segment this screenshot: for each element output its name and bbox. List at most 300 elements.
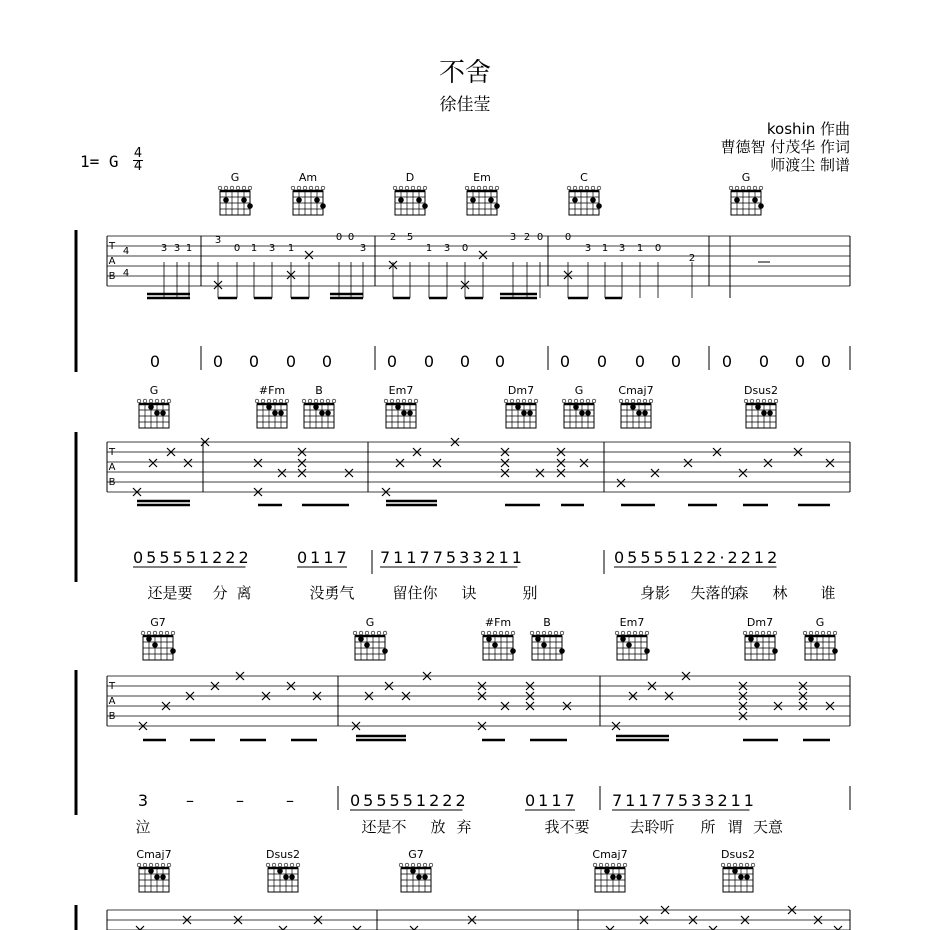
open-string-mark [399,186,403,190]
open-string-mark [396,399,400,403]
open-string-mark [562,399,566,403]
open-string-mark [153,631,157,635]
tab-letter-t: T [108,241,116,252]
finger-dot [422,203,428,209]
open-string-mark [617,863,621,867]
finger-dot [470,197,476,203]
jianpu-note: 0 [794,352,806,371]
chord-diagram-Cmaj7 [618,384,653,428]
open-string-mark [534,399,538,403]
open-string-mark [272,863,276,867]
open-string-mark [611,863,615,867]
open-string-mark [510,399,514,403]
open-string-mark [821,631,825,635]
finger-dot [761,410,767,416]
open-string-mark [721,863,725,867]
key-label: 1= G [80,152,119,171]
finger-dot [748,636,754,642]
open-string-mark [528,399,532,403]
jianpu-note: 0 [321,352,333,371]
open-string-mark [399,863,403,867]
finger-dot [590,197,596,203]
jianpu-group: 055551222 [350,791,469,810]
open-string-mark [417,186,421,190]
open-string-mark [815,631,819,635]
finger-dot [758,203,764,209]
note-x [606,926,614,930]
open-string-mark [530,631,534,635]
open-string-mark [511,631,515,635]
open-string-mark [423,186,427,190]
open-string-mark [353,631,357,635]
time-top: 4 [133,146,143,161]
finger-dot [416,197,422,203]
open-string-mark [285,399,289,403]
tab-number: 0 [233,243,241,254]
tab-number: 0 [347,232,355,243]
lyric: 所 [700,818,716,836]
finger-dot [266,404,272,410]
open-string-mark [248,186,252,190]
finger-dot [148,404,154,410]
open-string-mark [155,863,159,867]
tab-number: 3 [359,243,367,254]
finger-dot [382,648,388,654]
finger-dot [289,874,295,880]
song-title: 不舍 [438,58,491,88]
chord-diagram-Dsus2 [266,848,300,892]
jianpu-note: 0 [248,352,260,371]
lyric: 天意 [752,818,784,836]
finger-dot [241,197,247,203]
open-string-mark [592,399,596,403]
finger-dot [325,410,331,416]
open-string-mark [411,863,415,867]
open-string-mark [423,863,427,867]
open-string-mark [633,631,637,635]
open-string-mark [477,186,481,190]
finger-dot [814,642,820,648]
open-string-mark [747,186,751,190]
finger-dot [596,203,602,209]
note-x [709,926,717,930]
open-string-mark [597,186,601,190]
open-string-mark [278,863,282,867]
lyric: 还是要 [147,584,193,602]
time-4: 4 [122,246,130,257]
finger-dot [521,410,527,416]
lyric: 还是不 [361,818,407,836]
open-string-mark [481,631,485,635]
open-string-mark [615,631,619,635]
open-string-mark [593,863,597,867]
open-string-mark [637,399,641,403]
jianpu-note: 0 [285,352,297,371]
open-string-mark [236,186,240,190]
chord-name: B [315,384,323,397]
jianpu-note: 0 [212,352,224,371]
open-string-mark [471,186,475,190]
jianpu-dash: – [286,791,294,810]
open-string-mark [621,631,625,635]
finger-dot [283,874,289,880]
chord-diagram-Em [465,171,500,215]
finger-dot [573,404,579,410]
open-string-mark [761,631,765,635]
open-string-mark [141,631,145,635]
open-string-mark [627,631,631,635]
lyric: 谓 [727,818,743,836]
open-string-mark [171,631,175,635]
note-x [278,469,286,477]
tab-number: 2 [688,253,696,264]
finger-dot [559,648,565,654]
open-string-mark [586,399,590,403]
open-string-mark [255,399,259,403]
open-string-mark [751,863,755,867]
tab-number: 3 [443,243,451,254]
tab-number: 3 [214,235,222,246]
chord-diagram-G [218,171,253,215]
finger-dot [146,636,152,642]
chord-name: G7 [150,616,166,629]
chord-name: Dsus2 [744,384,778,397]
open-string-mark [326,399,330,403]
chord-diagram-G [562,384,596,428]
tab-letter-t: T [108,447,116,458]
jianpu-note: 0 [559,352,571,371]
finger-dot [616,874,622,880]
jianpu-note: 0 [386,352,398,371]
chord-diagram-G7 [141,616,176,660]
tab-number: 1 [287,243,295,254]
chord-name: G [574,384,584,397]
finger-dot [732,868,738,874]
finger-dot [277,868,283,874]
chord-diagram-Cmaj7 [592,848,627,892]
finger-dot [772,648,778,654]
finger-dot [636,410,642,416]
tab-number: 3 [268,243,276,254]
open-string-mark [574,399,578,403]
open-string-mark [242,186,246,190]
finger-dot [223,197,229,203]
note-x [826,459,834,467]
finger-dot [510,648,516,654]
open-string-mark [827,631,831,635]
chord-diagram-Dm7 [504,384,538,428]
open-string-mark [320,399,324,403]
note-x [353,926,361,930]
open-string-mark [599,863,603,867]
finger-dot [492,642,498,648]
finger-dot [754,642,760,648]
note-x [580,459,588,467]
open-string-mark [753,186,757,190]
finger-dot [154,874,160,880]
open-string-mark [568,399,572,403]
finger-dot [738,874,744,880]
open-string-mark [290,863,294,867]
chord-diagram-Em7 [384,384,418,428]
note-x [501,459,509,467]
finger-dot [398,197,404,203]
chord-diagram-G [137,384,171,428]
jianpu-note: 0 [423,352,435,371]
open-string-mark [505,631,509,635]
finger-dot [320,203,326,209]
finger-dot [620,636,626,642]
chord-name: Am [298,171,318,184]
song-artist: 徐佳莹 [439,95,491,115]
open-string-mark [291,186,295,190]
open-string-mark [405,863,409,867]
finger-dot [486,636,492,642]
jianpu-note: 0 [820,352,832,371]
credit-transcriber: 师渡尘 制谱 [770,156,850,174]
note-x [617,479,625,487]
finger-dot [416,874,422,880]
note-x [834,926,842,930]
open-string-mark [762,399,766,403]
finger-dot [604,868,610,874]
note-x [136,926,144,930]
note-x [764,459,772,467]
chord-name: Em [473,171,491,184]
open-string-mark [359,631,363,635]
open-string-mark [390,399,394,403]
open-string-mark [332,399,336,403]
finger-dot [755,404,761,410]
open-string-mark [143,399,147,403]
open-string-mark [408,399,412,403]
chord-name: G [149,384,159,397]
open-string-mark [741,186,745,190]
open-string-mark [147,631,151,635]
chord-name: Em7 [619,616,645,629]
open-string-mark [267,399,271,403]
tab-number: 3 [173,243,181,254]
open-string-mark [631,399,635,403]
open-string-mark [261,399,265,403]
jianpu-note: 0 [670,352,682,371]
finger-dot [278,410,284,416]
lyric: 失落的 [690,584,736,602]
tab-number: 0 [536,232,544,243]
open-string-mark [774,399,778,403]
chord-diagram-sharp-Fm [255,384,289,428]
open-string-mark [580,399,584,403]
lyric: 离 [236,584,252,602]
chord-diagram-G [353,616,388,660]
open-string-mark [487,631,491,635]
tab-number: 3 [160,243,168,254]
chord-diagram-Am [291,171,326,215]
chord-diagram-D [393,171,428,215]
finger-dot [401,410,407,416]
finger-dot [832,648,838,654]
open-string-mark [759,186,763,190]
lyric: 谁 [820,584,836,602]
lyric: 别 [522,584,538,602]
open-string-mark [625,399,629,403]
finger-dot [572,197,578,203]
finger-dot [154,410,160,416]
open-string-mark [161,399,165,403]
open-string-mark [554,631,558,635]
jianpu-group: 71177533211 [612,791,757,810]
finger-dot [767,410,773,416]
chord-diagram-B [302,384,336,428]
chord-name: #Fm [484,616,512,629]
open-string-mark [315,186,319,190]
tab-number: 0 [564,232,572,243]
finger-dot [626,642,632,648]
credit-lyricist: 曹德智 付茂华 作词 [720,138,850,156]
lyric: 我不要 [544,818,590,836]
open-string-mark [284,863,288,867]
lyric: 留住你 [392,584,438,602]
open-string-mark [522,399,526,403]
note-x [345,469,353,477]
finger-dot [296,197,302,203]
open-string-mark [727,863,731,867]
jianpu-group: 055551222 [133,548,252,567]
note-x [651,469,659,477]
tab-number: 1 [185,243,193,254]
chord-name: Dm7 [507,384,535,397]
note-x [739,469,747,477]
finger-dot [313,404,319,410]
chord-diagram-Cmaj7 [136,848,171,892]
tab-letter-t: T [108,681,116,692]
chord-diagram-G7 [399,848,433,892]
open-string-mark [417,863,421,867]
open-string-mark [803,631,807,635]
jianpu-note: 0 [634,352,646,371]
finger-dot [527,410,533,416]
note-x [536,469,544,477]
jianpu-note: 3 [137,791,149,810]
open-string-mark [735,186,739,190]
finger-dot [488,197,494,203]
finger-dot [152,642,158,648]
jianpu-group: 0117 [525,791,578,810]
tab-number: 0 [654,243,662,254]
open-string-mark [377,631,381,635]
open-string-mark [733,863,737,867]
open-string-mark [321,186,325,190]
tab-letter-a: A [108,462,116,473]
tab-number: 3 [509,232,517,243]
open-string-mark [143,863,147,867]
open-string-mark [308,399,312,403]
open-string-mark [384,399,388,403]
time-4: 4 [122,268,130,279]
chord-diagram-Em7 [615,616,650,660]
note-x [684,459,692,467]
open-string-mark [218,186,222,190]
open-string-mark [314,399,318,403]
chord-diagram-Dsus2 [744,384,778,428]
tab-number: 3 [584,243,592,254]
chord-name: B [543,616,551,629]
chord-diagram-G [803,616,838,660]
lyric: 泣 [135,818,151,836]
finger-dot [170,648,176,654]
open-string-mark [567,186,571,190]
chord-name: G [230,171,240,184]
finger-dot [160,410,166,416]
open-string-mark [639,631,643,635]
lyric: 诀 [461,584,477,602]
open-string-mark [266,863,270,867]
open-string-mark [137,399,141,403]
open-string-mark [167,399,171,403]
note-x [501,469,509,477]
open-string-mark [605,863,609,867]
note-x [279,926,287,930]
lyric: 林 [772,584,788,602]
open-string-mark [560,631,564,635]
open-string-mark [499,631,503,635]
note-x [298,469,306,477]
jianpu-group: 0117 [297,548,350,567]
tab-letter-a: A [108,256,116,267]
note-x [254,459,262,467]
lyric: 没勇气 [309,584,355,602]
open-string-mark [755,631,759,635]
chord-diagram-Dm7 [743,616,778,660]
note-x [410,926,418,930]
note-x [149,459,157,467]
open-string-mark [279,399,283,403]
open-string-mark [383,631,387,635]
open-string-mark [165,631,169,635]
open-string-mark [768,399,772,403]
tab-letter-b: B [108,711,116,722]
jianpu-note: 0 [758,352,770,371]
open-string-mark [483,186,487,190]
open-string-mark [743,631,747,635]
note-x [479,251,487,259]
tab-number: 2 [389,232,397,243]
open-string-mark [548,631,552,635]
note-x [433,459,441,467]
open-string-mark [411,186,415,190]
open-string-mark [167,863,171,867]
chord-diagram-C [567,171,602,215]
open-string-mark [542,631,546,635]
open-string-mark [504,399,508,403]
finger-dot [535,636,541,642]
finger-dot [744,874,750,880]
open-string-mark [489,186,493,190]
finger-dot [407,410,413,416]
chord-name: D [405,171,415,184]
chord-diagram-B [530,616,565,660]
finger-dot [808,636,814,642]
open-string-mark [623,863,627,867]
tab-number: 1 [601,243,609,254]
chord-name: Cmaj7 [618,384,654,397]
open-string-mark [296,863,300,867]
open-string-mark [773,631,777,635]
open-string-mark [767,631,771,635]
note-x [396,459,404,467]
chord-name: Cmaj7 [592,848,628,861]
tab-letter-b: B [108,271,116,282]
